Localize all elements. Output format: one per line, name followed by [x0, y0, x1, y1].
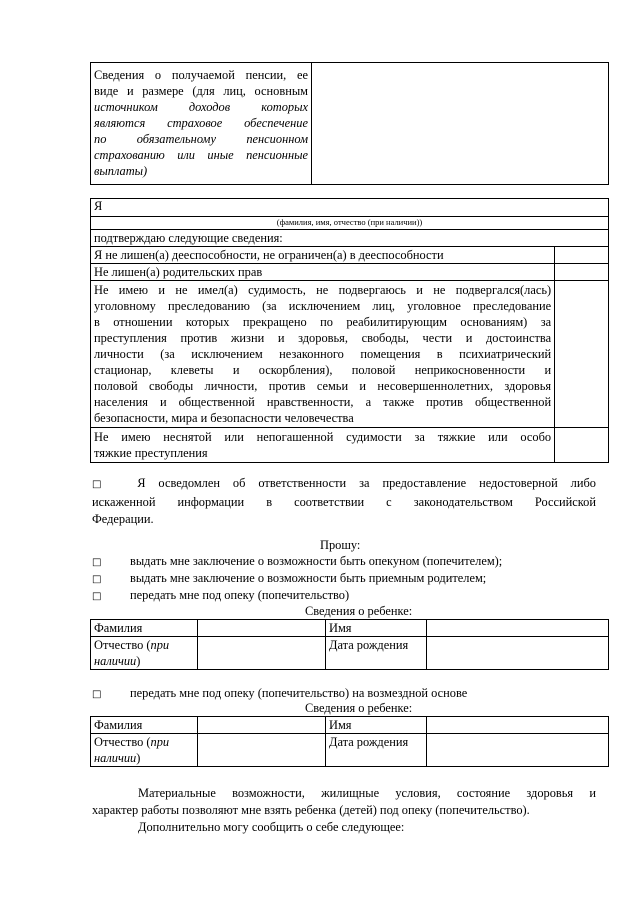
- statement-line: [94, 362, 551, 378]
- request-title: Прошу:: [320, 538, 361, 552]
- statement-line: [94, 378, 551, 394]
- statement-text: Не имею неснятой или непогашенной судимости за тяжкие или особо: [94, 430, 552, 444]
- pension-label-line: [94, 67, 308, 83]
- patronymic-value[interactable]: [198, 637, 326, 670]
- name-label: Имя: [326, 620, 427, 637]
- option-checkbox[interactable]: □: [92, 557, 102, 568]
- notice-text: Федерации.: [92, 512, 154, 526]
- pension-label-text: являются страховое обеспечение: [94, 116, 308, 130]
- birthdate-value[interactable]: [427, 734, 609, 767]
- statement-line: [94, 330, 551, 346]
- statement-mark-cell[interactable]: [555, 281, 609, 428]
- footer-text: характер работы позволяют мне взять ребенка (детей) под опеку (попечительство).: [92, 803, 530, 817]
- fio-cell[interactable]: [91, 199, 609, 230]
- notice-line: [92, 475, 596, 494]
- request-option: [92, 685, 101, 703]
- pension-label-text: источником доходов которых: [94, 100, 308, 114]
- notice-line: [92, 494, 596, 512]
- child-table: [90, 716, 609, 767]
- option-checkbox[interactable]: □: [92, 574, 102, 585]
- patronymic-italic: при: [150, 735, 170, 749]
- request-option-label: передать мне под опеку (попечительство) на возмездной основе: [130, 686, 468, 700]
- pension-label-line: [94, 99, 308, 115]
- pension-label-text: виде и размере (для лиц, основным: [94, 84, 308, 98]
- patronymic-value[interactable]: [198, 734, 326, 767]
- statement-text: уголовному преследованию (за исключением лиц, уголовное преследование: [94, 299, 552, 313]
- notice-line: [92, 511, 596, 529]
- patronymic-label: [91, 637, 198, 670]
- pension-label-text: по обязательному пенсионном: [94, 132, 308, 146]
- statement-line: [94, 394, 551, 410]
- birthdate-value[interactable]: [427, 637, 609, 670]
- statement-row-parental: Не лишен(а) родительских прав: [91, 264, 555, 281]
- option-checkbox[interactable]: □: [92, 689, 102, 700]
- footer-line: [92, 802, 596, 819]
- name-label: Имя: [326, 717, 427, 734]
- statement-line: [94, 346, 551, 362]
- pension-label-text: выплаты): [94, 164, 148, 178]
- statement-text: преступления против жизни и здоровья, свободы, чести и достоинства: [94, 331, 552, 345]
- statement-line: [94, 282, 551, 298]
- footer-text: Материальные возможности, жилищные условия, состояние здоровья и: [138, 786, 596, 800]
- pension-value-cell[interactable]: [312, 63, 609, 185]
- patronymic-italic: при: [150, 638, 170, 652]
- notice-checkbox[interactable]: □: [92, 479, 112, 490]
- name-value[interactable]: [427, 717, 609, 734]
- pension-label-line: [94, 131, 308, 147]
- statement-text: стационар, клеветы и оскорбления), половой неприкосновенности и: [94, 363, 552, 377]
- statement-text: половой свободы личности, против семьи и несовершеннолетних, здоровья: [94, 379, 552, 393]
- request-option: [92, 570, 101, 588]
- surname-value[interactable]: [198, 717, 326, 734]
- patronymic-text: ): [136, 654, 141, 668]
- birthdate-label: Дата рождения: [326, 637, 427, 670]
- pension-label-line: [94, 115, 308, 131]
- surname-value[interactable]: [198, 620, 326, 637]
- patronymic-label: [91, 734, 198, 767]
- statement-text: тяжкие преступления: [94, 446, 208, 460]
- notice-text: Я осведомлен об ответственности за предоставление недостоверной либо: [137, 476, 596, 490]
- patronymic-text: Отчество (: [94, 638, 151, 652]
- name-value[interactable]: [427, 620, 609, 637]
- statement-text: личности (за исключением незаконного помещения в психиатрический: [94, 347, 552, 361]
- footer-paragraph: [92, 785, 596, 819]
- patronymic-italic: наличии: [94, 751, 137, 765]
- statement-row-grave: [91, 428, 555, 463]
- child-table: [90, 619, 609, 670]
- confirm-text: подтверждаю следующие сведения:: [91, 230, 609, 247]
- birthdate-label: Дата рождения: [326, 734, 427, 767]
- pension-label-text: Сведения о получаемой пенсии, ее: [94, 68, 308, 82]
- notice-block: [92, 475, 596, 529]
- fio-caption: (фамилия, имя, отчество (при наличии)): [91, 216, 608, 227]
- footer-additional: Дополнительно могу сообщить о себе следующее:: [138, 820, 405, 834]
- statement-line: [94, 429, 551, 445]
- pension-table: [90, 62, 609, 185]
- request-option-label: передать мне под опеку (попечительство): [130, 588, 350, 602]
- surname-label: Фамилия: [91, 620, 198, 637]
- statement-line: [94, 445, 551, 461]
- statement-line: [94, 410, 551, 426]
- statement-text: Не имею и не имел(а) судимость, не подвергаюсь и не подвергался(лась): [94, 283, 552, 297]
- pension-label-line: [94, 147, 308, 163]
- request-option: [92, 553, 101, 571]
- statement-text: в отношении которых прекращено по реабилитирующим основаниям) за: [94, 315, 552, 329]
- statement-text: безопасности, мира и безопасности человечества: [94, 411, 354, 425]
- patronymic-italic: наличии: [94, 654, 137, 668]
- patronymic-text: Отчество (: [94, 735, 151, 749]
- request-option: [92, 587, 101, 605]
- option-checkbox[interactable]: □: [92, 591, 102, 602]
- child-caption: Сведения о ребенке:: [305, 604, 413, 618]
- patronymic-text: ): [136, 751, 141, 765]
- statement-row-capacity: Я не лишен(а) дееспособности, не ограничен(а) в дееспособности: [91, 247, 555, 264]
- statement-mark-cell[interactable]: [555, 247, 609, 264]
- request-option-label: выдать мне заключение о возможности быть опекуном (попечителем);: [130, 554, 503, 568]
- statement-line: [94, 314, 551, 330]
- pension-label-line: [94, 163, 308, 179]
- surname-label: Фамилия: [91, 717, 198, 734]
- pension-label-cell: [91, 63, 312, 185]
- declaration-table: [90, 198, 609, 463]
- child-caption: Сведения о ребенке:: [305, 701, 413, 715]
- request-option-label: выдать мне заключение о возможности быть приемным родителем;: [130, 571, 487, 585]
- statement-line: [94, 298, 551, 314]
- statement-row-conviction: [91, 281, 555, 428]
- statement-text: населения и общественной нравственности, а также против общественной: [94, 395, 552, 409]
- notice-text: искаженной информации в соответствии с законодательством Российской: [92, 494, 596, 509]
- pension-label-text: страхованию или иные пенсионные: [94, 148, 308, 162]
- footer-line: [92, 785, 596, 802]
- statement-mark-cell[interactable]: [555, 428, 609, 463]
- pension-label-line: [94, 83, 308, 99]
- ya-label: Я: [94, 199, 103, 213]
- statement-mark-cell[interactable]: [555, 264, 609, 281]
